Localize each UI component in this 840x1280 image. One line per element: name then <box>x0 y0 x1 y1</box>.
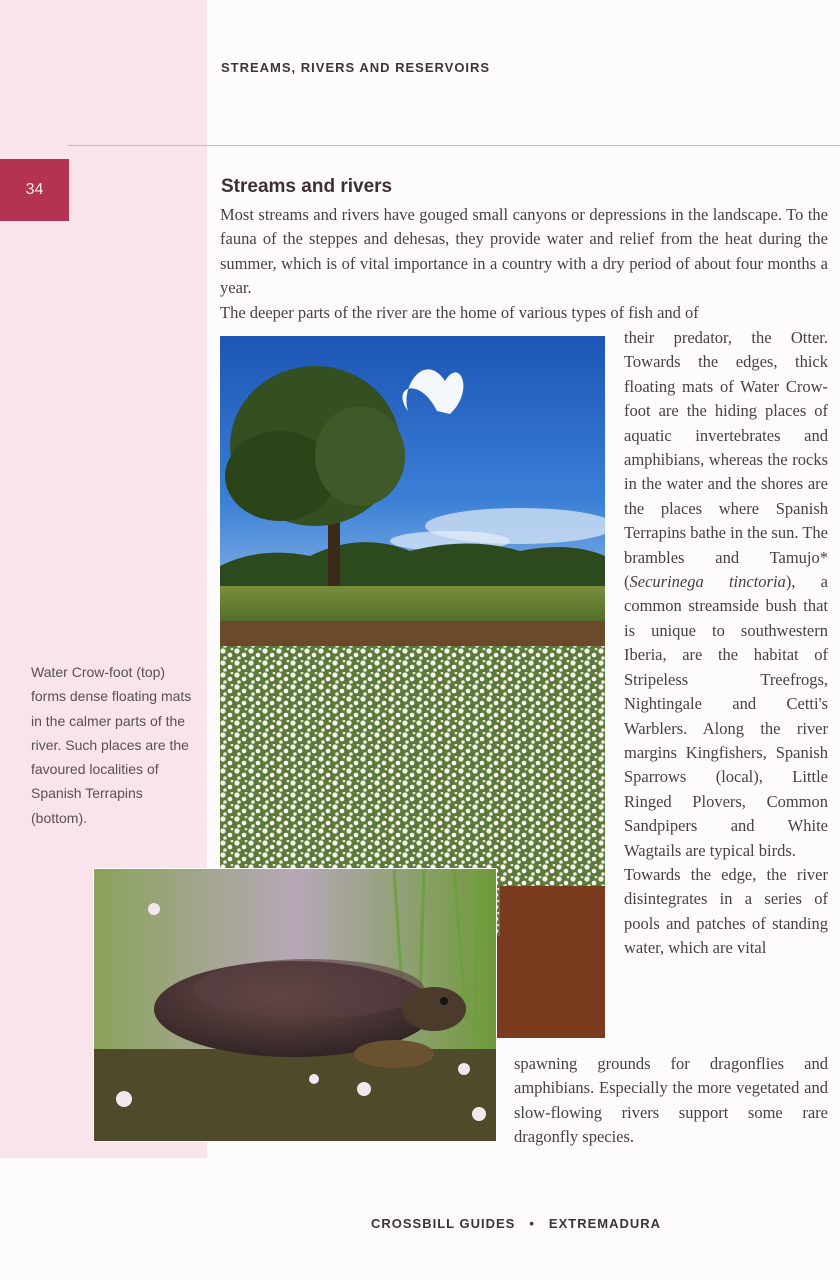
species-name: Securinega tinctoria <box>629 572 786 592</box>
footer-title: EXTREMADURA <box>548 1216 662 1231</box>
section-title: Streams and rivers <box>221 176 393 197</box>
running-head: STREAMS, RIVERS AND RESERVOIRS <box>221 60 491 75</box>
right-column-paragraph-1 <box>624 326 828 863</box>
intro-paragraph-2-start: The deeper parts of the river are the home of various types of fish and of <box>220 302 699 322</box>
right-column-text <box>624 326 828 961</box>
page-number: 34 <box>0 159 69 221</box>
footer-series: CROSSBILL GUIDES <box>371 1216 516 1231</box>
footer <box>371 1216 661 1231</box>
intro-paragraph-1: Most streams and rivers have gouged small canyons or depressions in the landscape. To the fauna of the steppes and dehesas, they provide water and relief from the heat during the summer, which is of vital importance in a country with a dry period of about four months a year. <box>220 205 828 298</box>
right-column-paragraph-2: Towards the edge, the river disintegrates in a series of pools and patches of standing water, which are vital <box>624 864 828 958</box>
text-run: ), a common streamside bush that is unique to southwestern Iberia, are the habitat of Stripeless Treefrogs, Nightingale and Cetti's Warblers. Along the river margins Kingfishers, Spanish Sparrows (local), Little Ringed Plovers, Common Sandpipers and White Wagtails are typical birds. <box>624 572 828 860</box>
text-run: their predator, the Otter. Towards the edges, thick floating mats of Water Crow-foot are the hiding places of aquatic invertebrates and amphibians, whereas the rocks in the water and the shores are the places where Spanish Terrapins bathe in the sun. The brambles and Tamujo* ( <box>624 328 828 592</box>
header-rule <box>68 145 840 146</box>
intro-text <box>220 203 828 325</box>
photo-caption: Water Crow-foot (top) forms dense floating mats in the calmer parts of the river. Such places are the favoured localities of Spanish Terrapins (bottom). <box>31 664 192 826</box>
footer-separator: • <box>529 1216 535 1231</box>
spanish-terrapin-photo <box>93 868 497 1142</box>
bottom-column-paragraph: spawning grounds for dragonflies and amphibians. Especially the more vegetated and slow-flowing rivers support some rare dragonfly species. <box>514 1054 828 1147</box>
bottom-column-text <box>514 1052 828 1150</box>
